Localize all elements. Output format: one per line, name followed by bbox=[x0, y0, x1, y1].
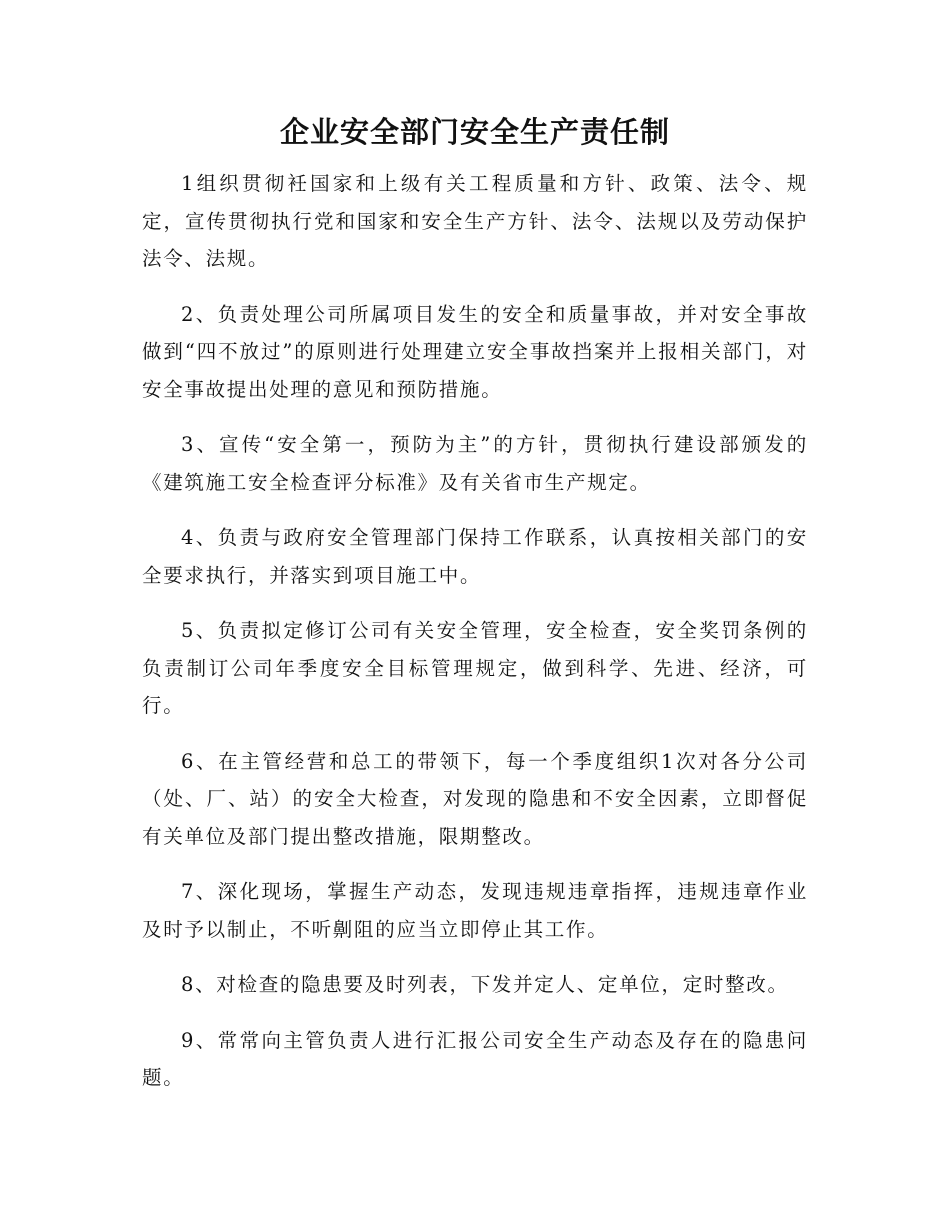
paragraph-1: 1组织贯彻衽国家和上级有关工程质量和方针、政策、法令、规定，宣传贯彻执行党和国家和安全生产方针、法令、法规以及劳动保护法令、法规。 bbox=[142, 172, 808, 270]
paragraph-2: 2、负责处理公司所属项目发生的安全和质量事故，并对安全事故做到“四不放过”的原则进行处理建立安全事故挡案并上报相关部门，对安全事故提出处理的意见和预防措施。 bbox=[142, 302, 808, 401]
paragraph-4: 4、负责与政府安全管理部门保持工作联系，认真按相关部门的安全要求执行，并落实到项目施工中。 bbox=[142, 526, 808, 587]
document-body bbox=[142, 165, 808, 1115]
document-title: 企业安全部门安全生产责任制 bbox=[279, 115, 670, 149]
paragraph-5: 5、负责拟定修订公司有关安全管理，安全检查，安全奖罚条例的负责制订公司年季度安全目标管理规定，做到科学、先进、经济，可行。 bbox=[142, 619, 808, 717]
paragraph-3: 3、宣传“安全第一，预防为主”的方针，贯彻执行建设部颁发的《建筑施工安全检查评分标准》及有关省市生产规定。 bbox=[142, 433, 808, 494]
paragraph-9: 9、常常向主管负责人进行汇报公司安全生产动态及存在的隐患问题。 bbox=[142, 1028, 808, 1089]
paragraph-6: 6、在主管经营和总工的带领下，每一个季度组织1次对各分公司（处、厂、站）的安全大检查，对发现的隐患和不安全因素，立即督促有关单位及部门提出整改措施，限期整改。 bbox=[142, 749, 808, 848]
paragraph-7: 7、深化现场，掌握生产动态，发现违规违章指挥，违规违章作业及时予以制止，不听劓阻的应当立即停止其工作。 bbox=[142, 880, 808, 941]
paragraph-8: 8、对检查的隐患要及时列表，下发并定人、定单位，定时整改。 bbox=[181, 973, 789, 996]
